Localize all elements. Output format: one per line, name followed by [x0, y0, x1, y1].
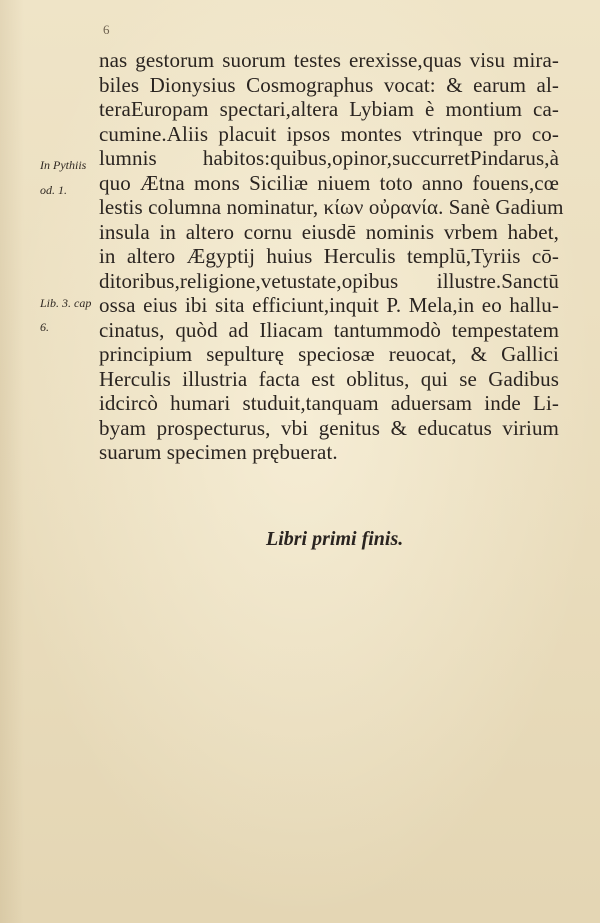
text-line: cumine.Aliis placuit ipsos montes vtrinque pro co-	[99, 121, 559, 146]
text-line: lumnis habitos:quibus,opinor,succurretPindarus,à	[99, 146, 559, 170]
text-line: quo Ætna mons Siciliæ niuem toto anno fouens,cœ	[99, 170, 559, 195]
text-line: principium sepulturę speciosæ reuocat, & Gallici	[99, 342, 559, 366]
text-line: idcircò humari studuit,tanquam aduersam inde Li-	[99, 391, 559, 415]
text-line-last: suarum specimen prębuerat.	[99, 440, 338, 464]
text-line: ditoribus,religione,vetustate,opibus illustre.Sanctū	[99, 268, 559, 293]
text-line: insula in altero cornu eiusdē nominis vrbem habet,	[99, 219, 559, 244]
margin-note: od. 1.	[40, 183, 67, 197]
text-line: teraEuropam spectari,altera Lybiam è montium ca-	[99, 97, 559, 121]
text-line: Herculis illustria facta est oblitus, qui se Gadibus	[99, 366, 559, 391]
show-through	[60, 480, 580, 500]
text-line: nas gestorum suorum testes erexisse,quas visu mira-	[99, 48, 559, 72]
body-text	[99, 48, 564, 465]
text-line: biles Dionysius Cosmographus vocat: & earum al-	[99, 72, 559, 97]
text-line: lestis columna nominatur, κίων οὐρανία. Sanè Gadium	[99, 195, 564, 219]
margin-note: In Pythiis	[40, 158, 87, 172]
page-mark: 6	[103, 22, 110, 37]
margin-note: 6.	[40, 320, 49, 334]
closing-line: Libri primi finis.	[266, 528, 404, 550]
text-line: in altero Ægyptij huius Herculis templū,Tyriis cō-	[99, 244, 559, 268]
text-line: cinatus, quòd ad Iliacam tantummodò tempestatem	[99, 317, 559, 342]
margin-note: Lib. 3. cap	[40, 296, 92, 310]
text-line: ossa eius ibi sita efficiunt,inquit P. Mela,in eo hallu-	[99, 293, 559, 317]
text-line: byam prospecturus, vbi genitus & educatus virium	[99, 415, 559, 440]
